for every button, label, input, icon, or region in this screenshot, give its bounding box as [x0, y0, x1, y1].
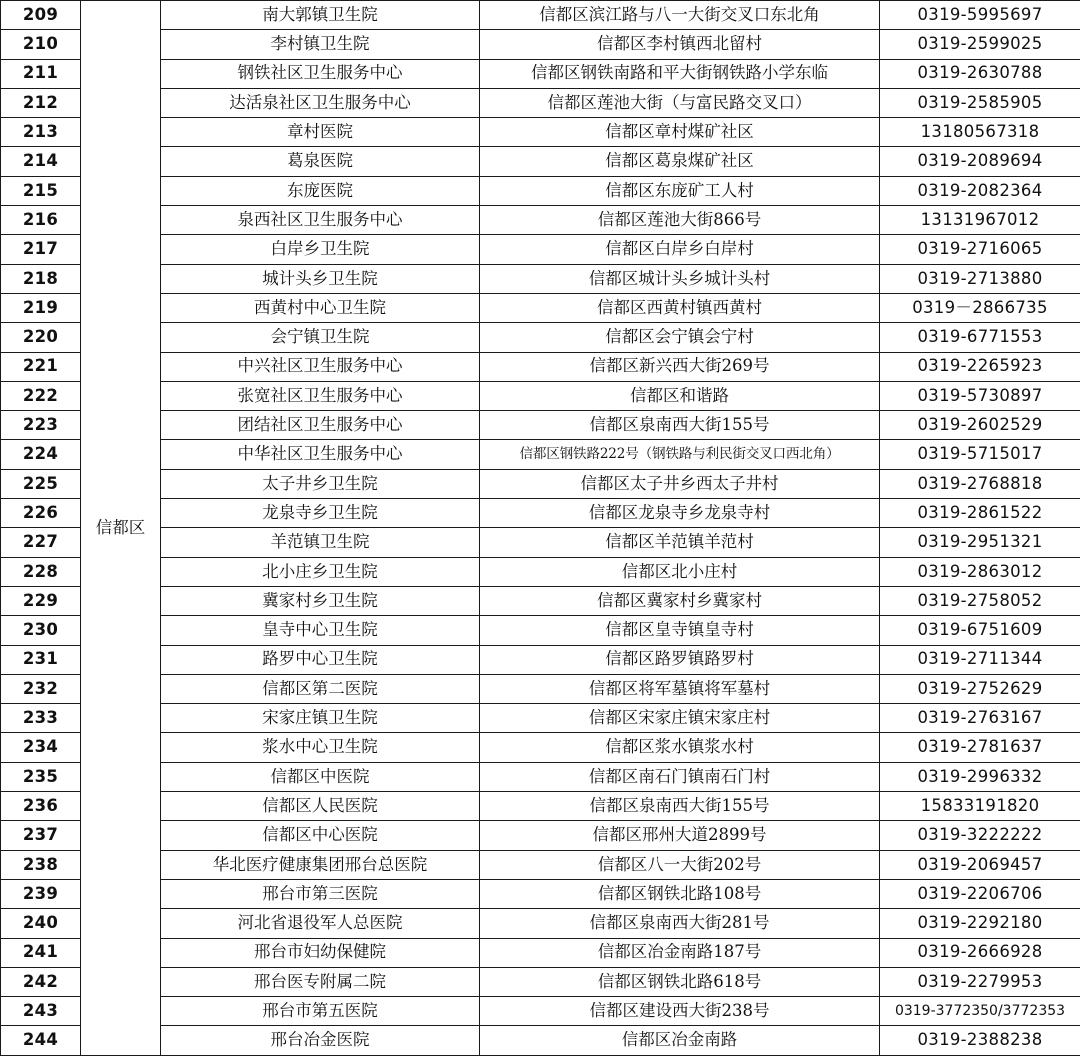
hospital-phone: 0319-2996332	[880, 762, 1080, 791]
hospital-phone: 0319-2713880	[880, 264, 1080, 293]
table-row	[1, 147, 1080, 176]
row-number: 215	[1, 176, 81, 205]
hospital-name: 达活泉社区卫生服务中心	[161, 88, 480, 117]
hospital-name: 太子井乡卫生院	[161, 469, 480, 498]
hospital-address: 信都区浆水镇浆水村	[480, 733, 880, 762]
hospital-phone: 0319-2388238	[880, 1026, 1080, 1055]
table-row	[1, 850, 1080, 879]
hospital-address: 信都区龙泉寺乡龙泉寺村	[480, 499, 880, 528]
hospital-phone: 0319-5995697	[880, 1, 1080, 30]
hospital-name: 中兴社区卫生服务中心	[161, 352, 480, 381]
hospital-phone: 0319-3772350/3772353	[880, 997, 1080, 1026]
hospital-name: 信都区中医院	[161, 762, 480, 791]
row-number: 237	[1, 821, 81, 850]
row-number: 212	[1, 88, 81, 117]
table-row	[1, 293, 1080, 322]
table-row	[1, 118, 1080, 147]
hospital-address: 信都区将军墓镇将军墓村	[480, 674, 880, 703]
hospital-address: 信都区葛泉煤矿社区	[480, 147, 880, 176]
table-row	[1, 733, 1080, 762]
row-number: 229	[1, 586, 81, 615]
hospital-address: 信都区冀家村乡冀家村	[480, 586, 880, 615]
table-row	[1, 352, 1080, 381]
row-number: 223	[1, 411, 81, 440]
hospital-phone: 0319-5715017	[880, 440, 1080, 469]
hospital-phone: 0319-2861522	[880, 499, 1080, 528]
hospital-name: 东庞医院	[161, 176, 480, 205]
hospital-phone: 0319-2599025	[880, 30, 1080, 59]
hospital-name: 龙泉寺乡卫生院	[161, 499, 480, 528]
row-number: 241	[1, 938, 81, 967]
hospital-name: 信都区中心医院	[161, 821, 480, 850]
table-row	[1, 704, 1080, 733]
hospital-address: 信都区钢铁路222号（钢铁路与利民街交叉口西北角）	[480, 440, 880, 469]
row-number: 225	[1, 469, 81, 498]
hospital-address: 信都区南石门镇南石门村	[480, 762, 880, 791]
hospital-phone: 0319-2585905	[880, 88, 1080, 117]
hospital-name: 中华社区卫生服务中心	[161, 440, 480, 469]
row-number: 244	[1, 1026, 81, 1055]
row-number: 232	[1, 674, 81, 703]
table-row	[1, 59, 1080, 88]
hospital-phone: 0319-2716065	[880, 235, 1080, 264]
hospital-name: 邢台医专附属二院	[161, 967, 480, 996]
hospital-address: 信都区冶金南路187号	[480, 938, 880, 967]
hospital-phone: 0319-2630788	[880, 59, 1080, 88]
row-number: 217	[1, 235, 81, 264]
hospital-name: 张宽社区卫生服务中心	[161, 381, 480, 410]
row-number: 209	[1, 1, 81, 30]
hospital-name: 浆水中心卫生院	[161, 733, 480, 762]
table-row	[1, 1026, 1080, 1055]
hospital-phone: 0319-2752629	[880, 674, 1080, 703]
hospital-phone: 0319-2265923	[880, 352, 1080, 381]
hospital-phone: 0319-2666928	[880, 938, 1080, 967]
row-number: 211	[1, 59, 81, 88]
hospital-name: 城计头乡卫生院	[161, 264, 480, 293]
hospital-name: 华北医疗健康集团邢台总医院	[161, 850, 480, 879]
hospital-address: 信都区白岸乡白岸村	[480, 235, 880, 264]
table-row	[1, 440, 1080, 469]
hospital-phone: 0319-3222222	[880, 821, 1080, 850]
table-row	[1, 176, 1080, 205]
hospital-address: 信都区西黄村镇西黄村	[480, 293, 880, 322]
row-number: 243	[1, 997, 81, 1026]
row-number: 236	[1, 792, 81, 821]
hospital-phone: 0319-2758052	[880, 586, 1080, 615]
hospital-name: 邢台市妇幼保健院	[161, 938, 480, 967]
hospital-phone: 0319-2082364	[880, 176, 1080, 205]
hospital-phone: 0319-2206706	[880, 879, 1080, 908]
row-number: 220	[1, 323, 81, 352]
hospital-address: 信都区建设西大街238号	[480, 997, 880, 1026]
row-number: 226	[1, 499, 81, 528]
hospital-address: 信都区泉南西大街155号	[480, 411, 880, 440]
hospital-name: 白岸乡卫生院	[161, 235, 480, 264]
hospital-phone: 0319-2763167	[880, 704, 1080, 733]
hospital-address: 信都区滨江路与八一大街交叉口东北角	[480, 1, 880, 30]
hospital-name: 会宁镇卫生院	[161, 323, 480, 352]
hospital-name: 葛泉医院	[161, 147, 480, 176]
hospital-address: 信都区会宁镇会宁村	[480, 323, 880, 352]
row-number: 210	[1, 30, 81, 59]
table-row	[1, 323, 1080, 352]
hospital-phone: 0319-2089694	[880, 147, 1080, 176]
hospital-phone: 15833191820	[880, 792, 1080, 821]
row-number: 234	[1, 733, 81, 762]
hospital-name: 羊范镇卫生院	[161, 528, 480, 557]
hospital-phone: 0319-2279953	[880, 967, 1080, 996]
table-row	[1, 645, 1080, 674]
row-number: 219	[1, 293, 81, 322]
hospital-phone: 0319-2602529	[880, 411, 1080, 440]
row-number: 213	[1, 118, 81, 147]
hospital-address: 信都区羊范镇羊范村	[480, 528, 880, 557]
hospital-name: 南大郭镇卫生院	[161, 1, 480, 30]
hospital-name: 邢台市第三医院	[161, 879, 480, 908]
hospital-phone: 13180567318	[880, 118, 1080, 147]
hospital-name: 邢台冶金医院	[161, 1026, 480, 1055]
row-number: 230	[1, 616, 81, 645]
hospital-name: 团结社区卫生服务中心	[161, 411, 480, 440]
table-row	[1, 1, 1080, 30]
hospital-name: 李村镇卫生院	[161, 30, 480, 59]
table-row	[1, 762, 1080, 791]
table-row	[1, 528, 1080, 557]
hospital-address: 信都区冶金南路	[480, 1026, 880, 1055]
table-row	[1, 967, 1080, 996]
table-row	[1, 88, 1080, 117]
hospital-name: 钢铁社区卫生服务中心	[161, 59, 480, 88]
table-row	[1, 235, 1080, 264]
hospital-phone: 0319-2292180	[880, 909, 1080, 938]
hospital-address: 信都区莲池大街（与富民路交叉口）	[480, 88, 880, 117]
table-row	[1, 30, 1080, 59]
table-row	[1, 557, 1080, 586]
row-number: 224	[1, 440, 81, 469]
hospital-name: 邢台市第五医院	[161, 997, 480, 1026]
hospital-phone: 0319-2781637	[880, 733, 1080, 762]
hospital-address: 信都区新兴西大街269号	[480, 352, 880, 381]
hospital-address: 信都区路罗镇路罗村	[480, 645, 880, 674]
hospital-name: 皇寺中心卫生院	[161, 616, 480, 645]
hospital-address: 信都区钢铁北路618号	[480, 967, 880, 996]
hospital-address: 信都区宋家庄镇宋家庄村	[480, 704, 880, 733]
hospital-address: 信都区莲池大街866号	[480, 206, 880, 235]
hospital-address: 信都区钢铁南路和平大街钢铁路小学东临	[480, 59, 880, 88]
table-row	[1, 997, 1080, 1026]
district-cell: 信都区	[81, 1, 161, 1056]
hospital-name: 路罗中心卫生院	[161, 645, 480, 674]
table-row	[1, 206, 1080, 235]
row-number: 227	[1, 528, 81, 557]
hospital-name: 冀家村乡卫生院	[161, 586, 480, 615]
hospital-name: 信都区第二医院	[161, 674, 480, 703]
table-row	[1, 821, 1080, 850]
row-number: 214	[1, 147, 81, 176]
table-row	[1, 792, 1080, 821]
row-number: 233	[1, 704, 81, 733]
row-number: 221	[1, 352, 81, 381]
hospital-phone: 0319－2866735	[880, 293, 1080, 322]
hospital-phone: 13131967012	[880, 206, 1080, 235]
hospital-name: 北小庄乡卫生院	[161, 557, 480, 586]
hospital-address: 信都区李村镇西北留村	[480, 30, 880, 59]
hospital-phone: 0319-2863012	[880, 557, 1080, 586]
table-row	[1, 469, 1080, 498]
hospital-phone: 0319-2768818	[880, 469, 1080, 498]
hospital-address: 信都区钢铁北路108号	[480, 879, 880, 908]
table-row	[1, 499, 1080, 528]
hospital-phone: 0319-2069457	[880, 850, 1080, 879]
row-number: 239	[1, 879, 81, 908]
hospital-address: 信都区城计头乡城计头村	[480, 264, 880, 293]
hospital-name: 宋家庄镇卫生院	[161, 704, 480, 733]
hospital-name: 章村医院	[161, 118, 480, 147]
hospital-address: 信都区泉南西大街155号	[480, 792, 880, 821]
hospital-name: 西黄村中心卫生院	[161, 293, 480, 322]
row-number: 216	[1, 206, 81, 235]
hospital-name: 信都区人民医院	[161, 792, 480, 821]
hospital-address: 信都区东庞矿工人村	[480, 176, 880, 205]
hospital-phone: 0319-2711344	[880, 645, 1080, 674]
row-number: 240	[1, 909, 81, 938]
table-body	[1, 1, 1080, 1056]
hospital-phone: 0319-2951321	[880, 528, 1080, 557]
row-number: 218	[1, 264, 81, 293]
table-row	[1, 616, 1080, 645]
table-row	[1, 674, 1080, 703]
hospital-address: 信都区太子井乡西太子井村	[480, 469, 880, 498]
row-number: 242	[1, 967, 81, 996]
hospital-address: 信都区北小庄村	[480, 557, 880, 586]
row-number: 238	[1, 850, 81, 879]
hospital-address: 信都区邢州大道2899号	[480, 821, 880, 850]
row-number: 235	[1, 762, 81, 791]
hospital-address: 信都区八一大街202号	[480, 850, 880, 879]
hospital-name: 泉西社区卫生服务中心	[161, 206, 480, 235]
table-row	[1, 411, 1080, 440]
table-row	[1, 264, 1080, 293]
table-row	[1, 938, 1080, 967]
hospital-phone: 0319-6771553	[880, 323, 1080, 352]
table-row	[1, 879, 1080, 908]
row-number: 231	[1, 645, 81, 674]
row-number: 228	[1, 557, 81, 586]
hospital-phone: 0319-6751609	[880, 616, 1080, 645]
table-row	[1, 909, 1080, 938]
hospital-address: 信都区皇寺镇皇寺村	[480, 616, 880, 645]
hospital-address: 信都区章村煤矿社区	[480, 118, 880, 147]
hospital-name: 河北省退役军人总医院	[161, 909, 480, 938]
row-number: 222	[1, 381, 81, 410]
hospital-address: 信都区泉南西大街281号	[480, 909, 880, 938]
table-row	[1, 586, 1080, 615]
table-row	[1, 381, 1080, 410]
hospital-phone: 0319-5730897	[880, 381, 1080, 410]
hospital-address: 信都区和谐路	[480, 381, 880, 410]
